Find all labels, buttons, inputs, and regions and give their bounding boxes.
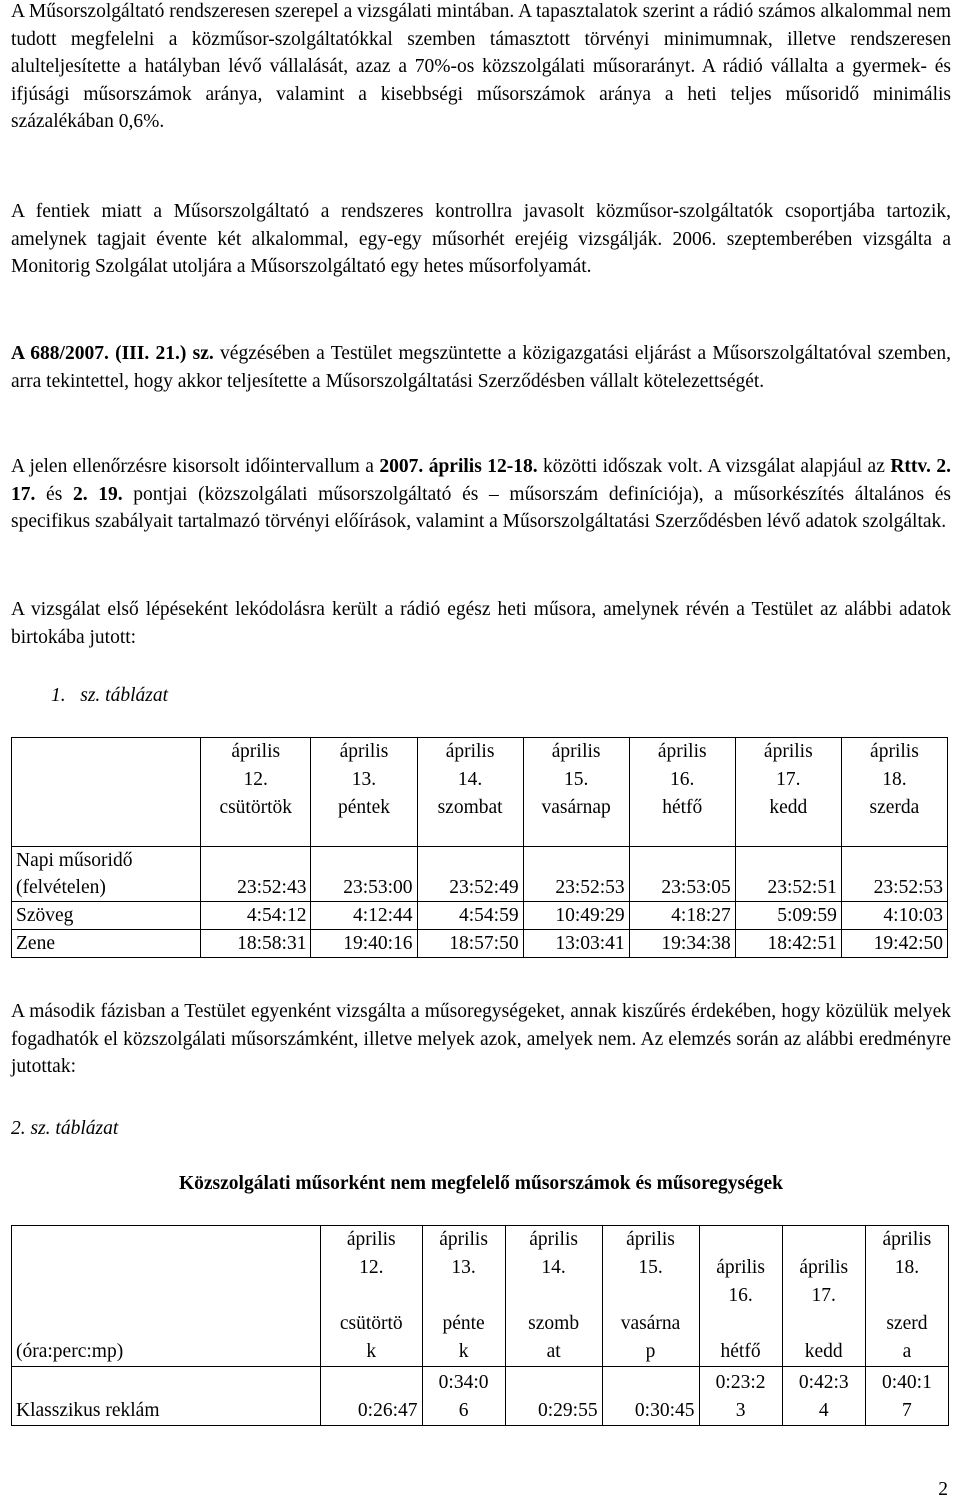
table-cell: 0:42:3 4 [782, 1367, 865, 1426]
table-2 [11, 1225, 949, 1426]
table-1-header: április 15. vasárnap [523, 738, 629, 847]
table-cell: 5:09:59 [735, 902, 841, 930]
table-cell: 19:34:38 [629, 930, 735, 958]
table-cell: 10:49:29 [523, 902, 629, 930]
page-number: 2 [938, 1479, 948, 1500]
table-1-header: április 18. szerda [841, 738, 947, 847]
table-1-caption: 1. sz. táblázat [51, 685, 169, 706]
table-cell: 23:52:51 [735, 847, 841, 902]
table-cell: 19:40:16 [311, 930, 417, 958]
table-2-header: április 16. hétfő [699, 1226, 782, 1367]
paragraph-4-text-c: közötti időszak volt. A vizsgálat alapjául az [537, 456, 891, 477]
table-2-header: április 13. pénte k [422, 1226, 505, 1367]
row-label: Napi műsoridő (felvételen) [12, 847, 201, 902]
table-row [12, 930, 948, 958]
paragraph-5: A vizsgálat első lépéseként lekódolásra került a rádió egész heti műsora, amelynek révén a Testület az alábbi adatok birtokába jutott: [11, 599, 951, 648]
table-cell: 4:12:44 [311, 902, 417, 930]
table-cell: 23:53:00 [311, 847, 417, 902]
table-2-header: április 15. vasárna p [602, 1226, 699, 1367]
table-2-header: április 14. szomb at [505, 1226, 602, 1367]
paragraph-2: A fentiek miatt a Műsorszolgáltató a rendszeres kontrollra javasolt közműsor-szolgáltatók csoportjába tartozik, amelynek tagjait évente két alkalommal, egy-egy műsorhét erejéig vizsgálják. 2006. szeptemberében vizsgálta a Monitorig Szolgálat utoljára a Műsorszolgáltató egy hetes műsorfolyamát. [11, 201, 951, 277]
table-cell: 0:23:2 3 [699, 1367, 782, 1426]
table-2-header: április 17. kedd [782, 1226, 865, 1367]
table-1 [11, 737, 948, 958]
table-2-title: Közszolgálati műsorként nem megfelelő műsorszámok és műsoregységek [178, 1173, 784, 1194]
table-cell: 4:54:59 [417, 902, 523, 930]
paragraph-3 [11, 340, 951, 395]
table-1-header: április 12. csütörtök [201, 738, 311, 847]
table-1-header: április 14. szombat [417, 738, 523, 847]
paragraph-4 [11, 453, 951, 536]
table-cell: 18:58:31 [201, 930, 311, 958]
paragraph-1: A Műsorszolgáltató rendszeresen szerepel a vizsgálati mintában. A tapasztalatok szerint a rádió számos alkalommal nem tudott megfelelni a közműsor-szolgáltatókkal szemben támasztott törvényi minimumnak, illetve rendszeresen alulteljesítette a hatályban lévő vállalását, azaz a 70%-os közszolgálati műsorarányt. A rádió vállalta a gyermek- és ifjúsági műsorszámok aránya, valamint a kisebbségi műsorszámok aránya a heti teljes műsoridő minimális százalékában 0,6%. [11, 1, 951, 132]
table-cell: 23:52:53 [523, 847, 629, 902]
table-1-header: április 16. hétfő [629, 738, 735, 847]
table-cell: 23:52:49 [417, 847, 523, 902]
table-cell: 0:30:45 [602, 1367, 699, 1426]
table-cell: 4:10:03 [841, 902, 947, 930]
paragraph-3-text: végzésében a Testület megszüntette a közigazgatási eljárást a Műsorszolgáltatóval szemben, arra tekintettel, hogy akkor teljesítette a Műsorszolgáltatási Szerződésben vállalt kötelezettségét. [11, 343, 952, 392]
table-1-corner [12, 738, 201, 847]
table-2-caption: 2. sz. táblázat [11, 1118, 119, 1139]
table-2-header: április 18. szerd a [865, 1226, 948, 1367]
table-cell: 23:52:43 [201, 847, 311, 902]
table-cell: 0:29:55 [505, 1367, 602, 1426]
table-1-header: április 13. péntek [311, 738, 417, 847]
paragraph-4-text-g: pontjai (közszolgálati műsorszolgáltató és – műsorszám definíciója), a műsorkészítés általános és specifikus szabályait tartalmazó törvényi előírások, valamint a Műsorszolgáltatási Szerződésben lévő adatok szolgáltak. [11, 483, 952, 532]
row-label: Klasszikus reklám [12, 1367, 321, 1426]
table-row [12, 902, 948, 930]
table-cell: 0:26:47 [321, 1367, 423, 1426]
table-2-header: április 12. csütörtö k [321, 1226, 423, 1367]
resolution-reference: A 688/2007. (III. 21.) sz. [11, 343, 214, 364]
paragraph-6: A második fázisban a Testület egyenként vizsgálta a műsoregységeket, annak kiszűrés érdekében, hogy közülük melyek fogadhatók el közszolgálati műsorszámként, illetve melyek azok, amelyek nem. Az elemzés során az alábbi eredményre jutottak: [11, 1001, 951, 1077]
law-reference-1: Rttv. 2. 17. [11, 456, 951, 505]
period-dates: 2007. április 12-18. [379, 456, 538, 477]
table-cell: 23:53:05 [629, 847, 735, 902]
table-cell: 4:54:12 [201, 902, 311, 930]
table-cell: 19:42:50 [841, 930, 947, 958]
table-cell: 18:42:51 [735, 930, 841, 958]
table-cell: 0:40:1 7 [865, 1367, 948, 1426]
table-cell: 13:03:41 [523, 930, 629, 958]
table-1-header: április 17. kedd [735, 738, 841, 847]
table-cell: 4:18:27 [629, 902, 735, 930]
table-row [12, 1367, 949, 1426]
table-cell: 18:57:50 [417, 930, 523, 958]
paragraph-4-text-a: A jelen ellenőrzésre kisorsolt időintervallum a [11, 456, 380, 477]
table-cell: 23:52:53 [841, 847, 947, 902]
table-row [12, 847, 948, 902]
unit-label: (óra:perc:mp) [12, 1226, 321, 1367]
paragraph-4-text-e: és [35, 483, 73, 505]
table-cell: 0:34:0 6 [422, 1367, 505, 1426]
row-label: Szöveg [12, 902, 201, 930]
law-reference-2: 2. 19. [72, 483, 123, 505]
row-label: Zene [12, 930, 201, 958]
